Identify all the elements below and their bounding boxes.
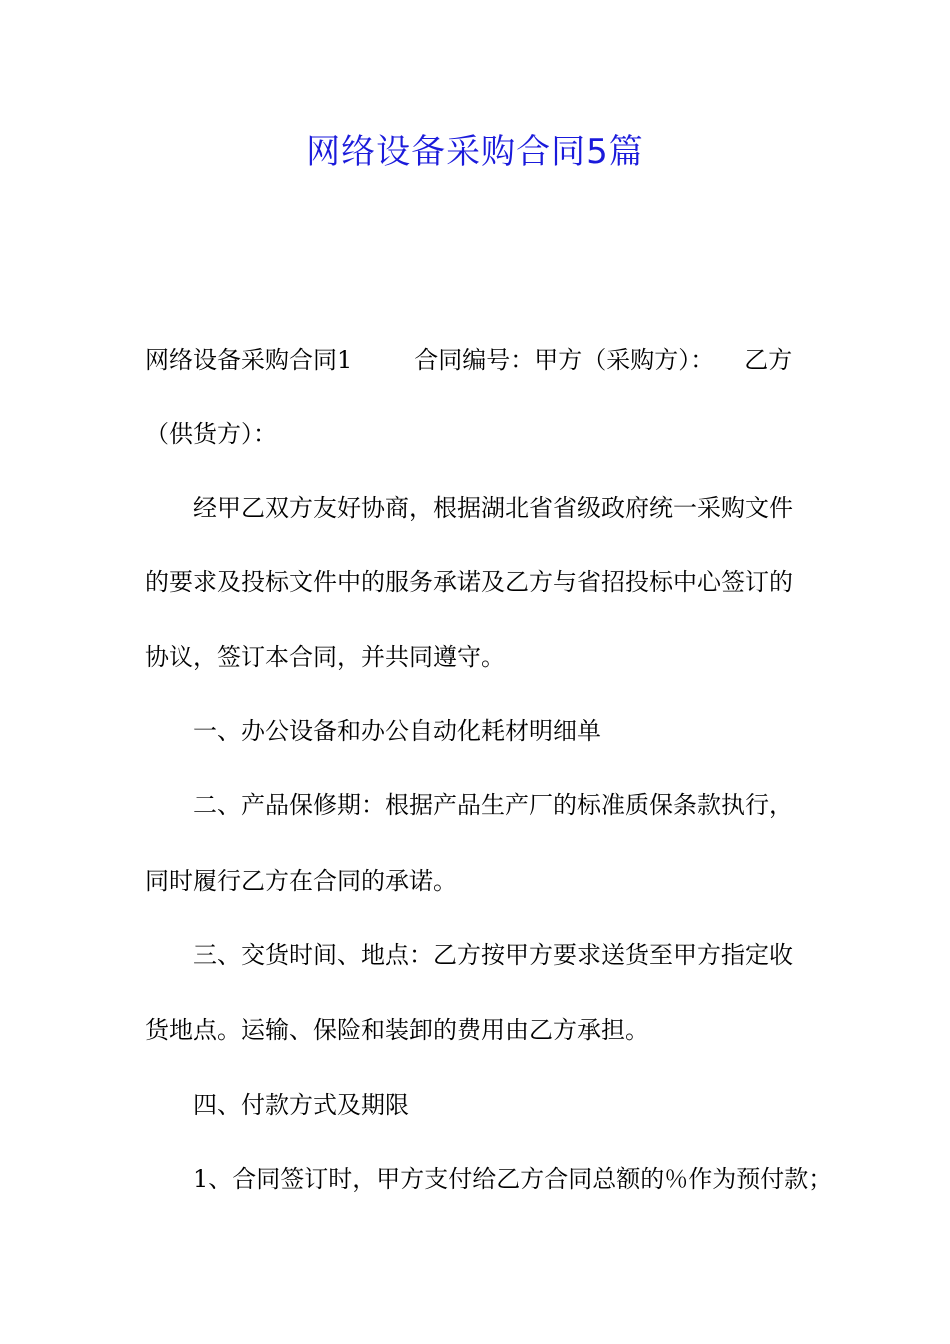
paragraph-line: 经甲乙双方友好协商，根据湖北省省级政府统一采购文件 [193,494,793,522]
paragraph-line: 二、产品保修期：根据产品生产厂的标准质保条款执行， [193,791,793,819]
paragraph-line: 货地点。运输、保险和装卸的费用由乙方承担。 [145,1016,649,1044]
paragraph-line: 同时履行乙方在合同的承诺。 [145,867,457,895]
document-title: 网络设备采购合同5篇 [306,132,644,172]
contract-name: 网络设备采购合同1 [145,346,353,374]
paragraph-line: 的要求及投标文件中的服务承诺及乙方与省招投标中心签订的 [145,568,793,596]
paragraph-line: 1、合同签订时，甲方支付给乙方合同总额的％作为预付款； [193,1165,833,1193]
paragraph-line: 协议，签订本合同，并共同遵守。 [145,643,505,671]
section-heading: 一、办公设备和办公自动化耗材明细单 [193,717,601,745]
section-heading: 四、付款方式及期限 [193,1091,409,1119]
contract-header-line [145,340,792,380]
paragraph-line: 三、交货时间、地点：乙方按甲方要求送货至甲方指定收 [193,941,793,969]
party-b-label: 乙方 [744,346,793,374]
paragraph-line: （供货方）： [145,420,277,448]
contract-number-parties: 合同编号：甲方（采购方）： [414,346,715,374]
